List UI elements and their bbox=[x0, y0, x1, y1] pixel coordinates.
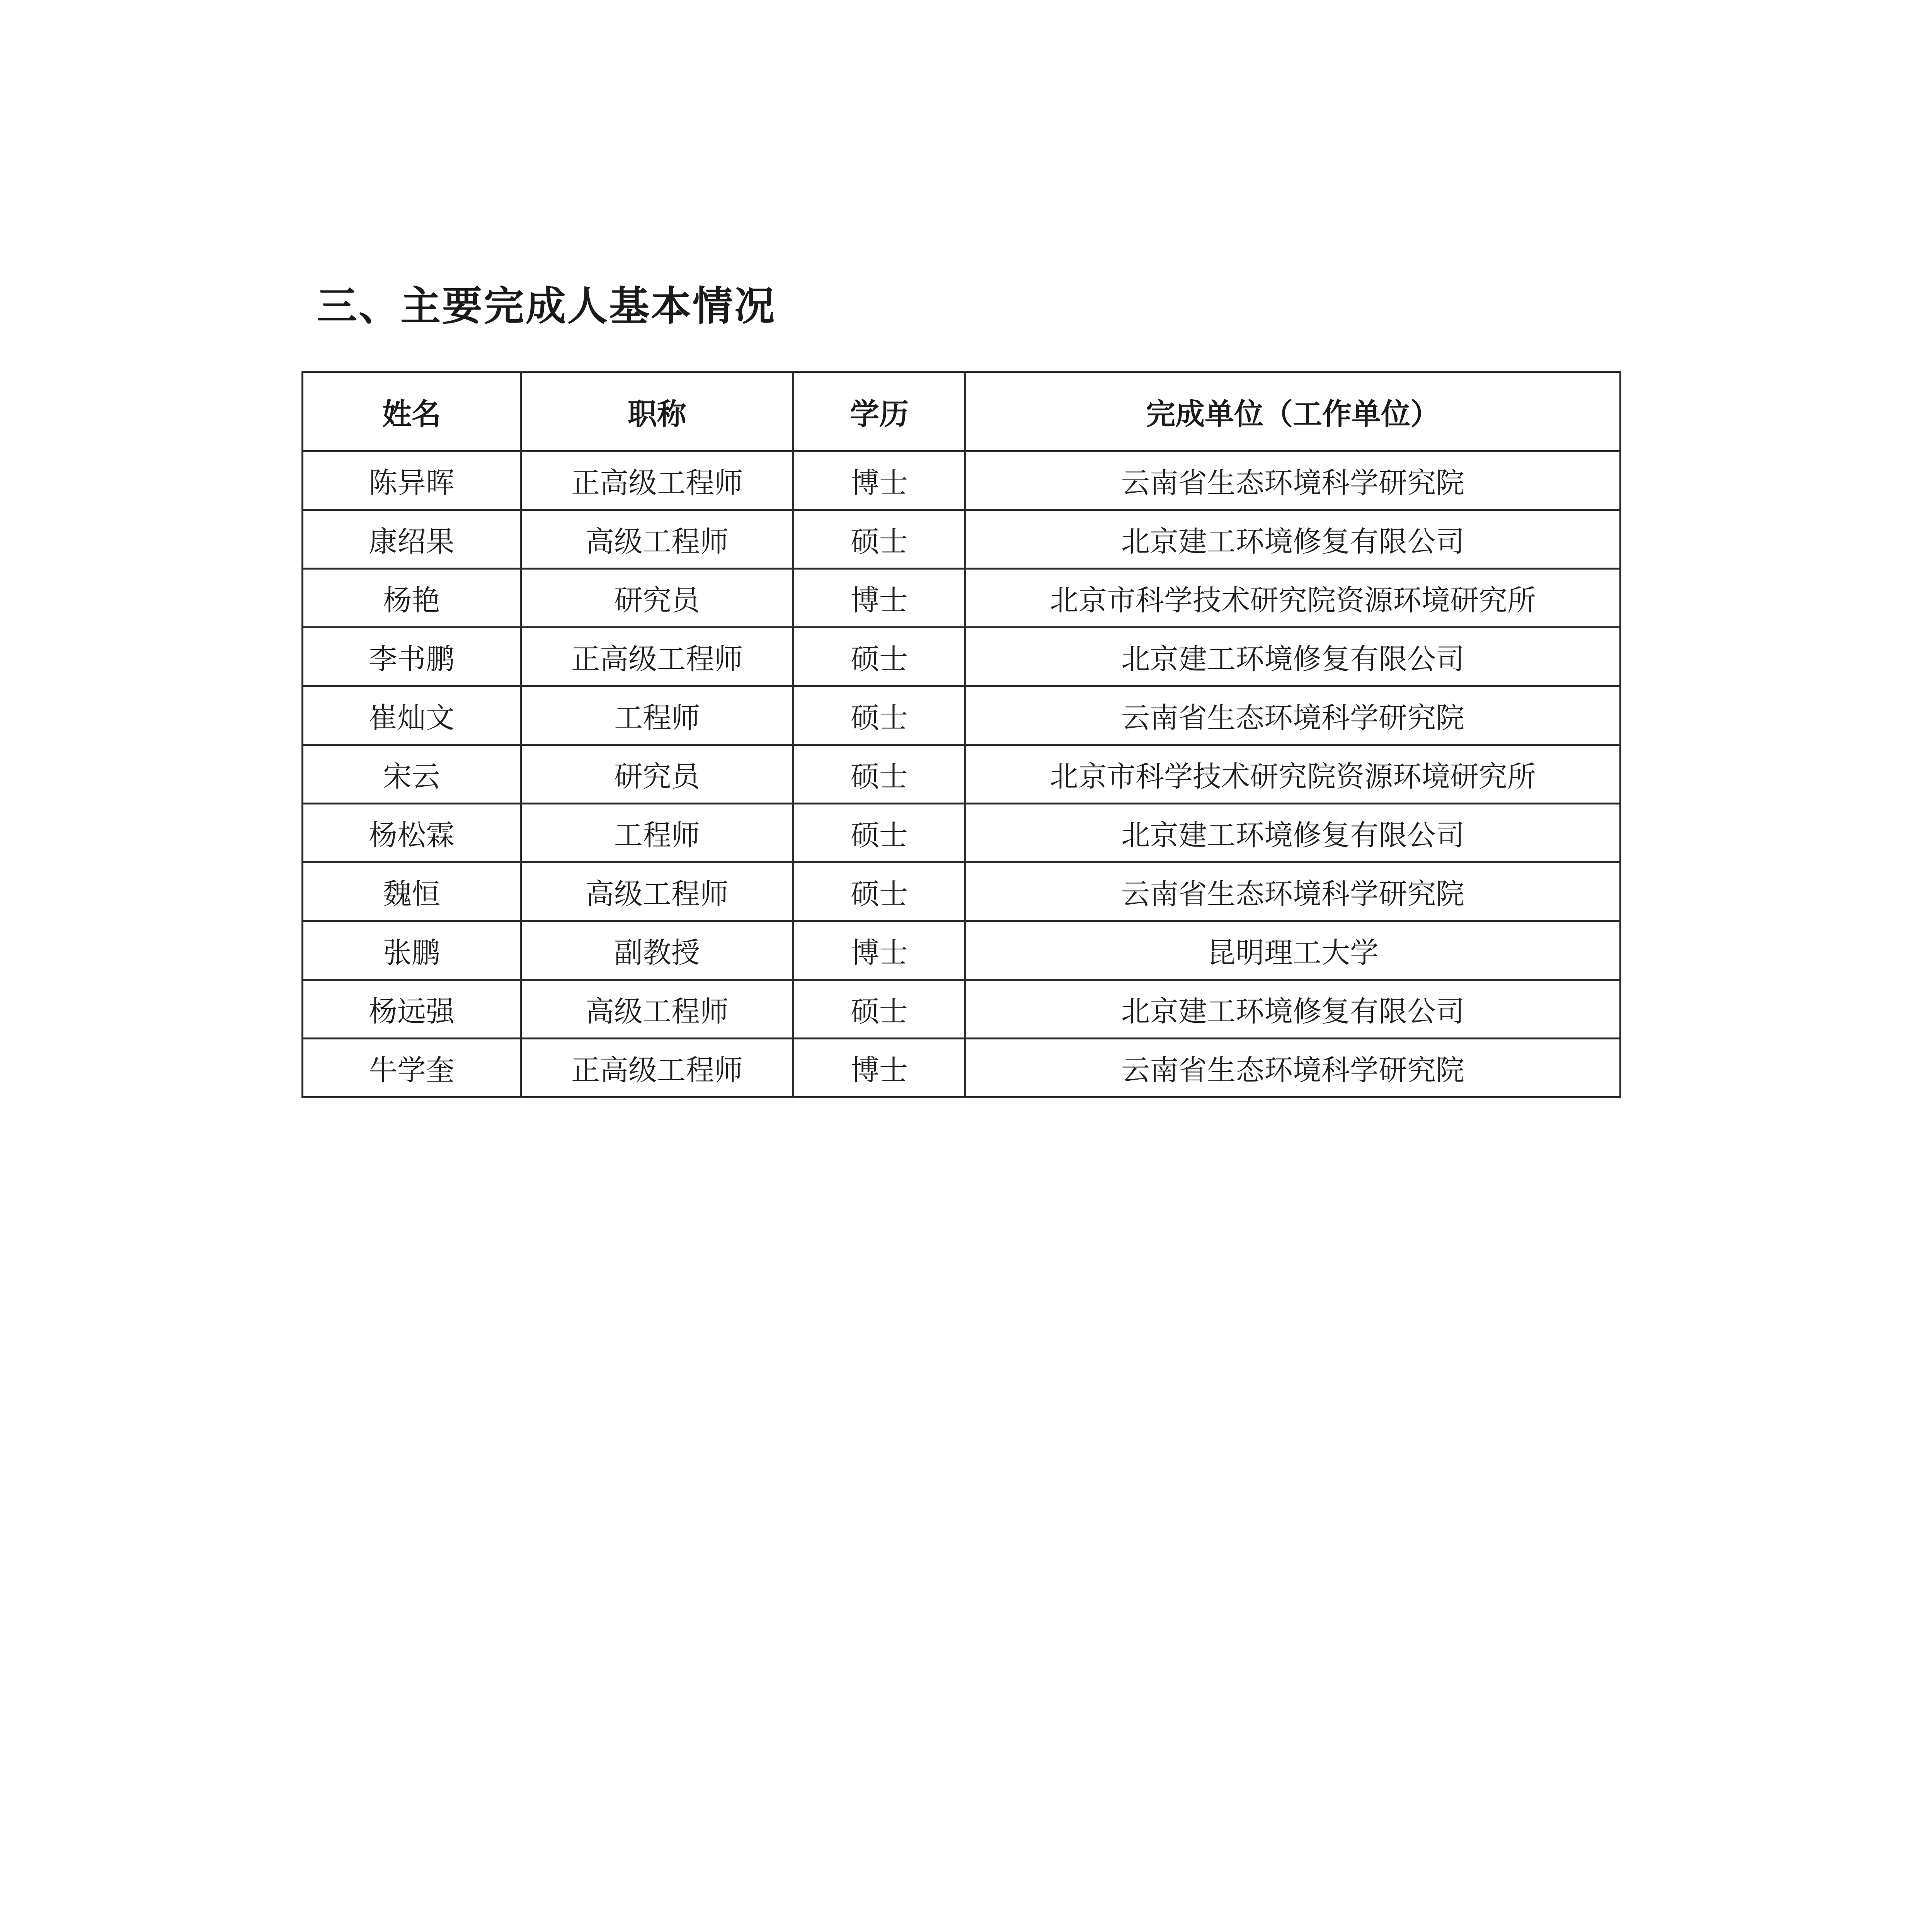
cell-unit: 云南省生态环境科学研究院 bbox=[965, 686, 1621, 745]
table-row bbox=[303, 510, 1621, 569]
cell-degree: 硕士 bbox=[793, 862, 965, 921]
table-row bbox=[303, 862, 1621, 921]
cell-degree: 博士 bbox=[793, 921, 965, 980]
table-row bbox=[303, 686, 1621, 745]
cell-name: 魏恒 bbox=[303, 862, 521, 921]
cell-unit: 北京市科学技术研究院资源环境研究所 bbox=[965, 569, 1621, 628]
cell-name: 牛学奎 bbox=[303, 1039, 521, 1097]
cell-title: 研究员 bbox=[521, 569, 793, 628]
cell-name: 康绍果 bbox=[303, 510, 521, 569]
table-row bbox=[303, 1039, 1621, 1097]
cell-title: 高级工程师 bbox=[521, 862, 793, 921]
cell-title: 工程师 bbox=[521, 686, 793, 745]
cell-degree: 博士 bbox=[793, 569, 965, 628]
cell-unit: 北京建工环境修复有限公司 bbox=[965, 628, 1621, 686]
header-name: 姓名 bbox=[303, 372, 521, 451]
cell-degree: 硕士 bbox=[793, 745, 965, 804]
cell-unit: 云南省生态环境科学研究院 bbox=[965, 451, 1621, 510]
cell-unit: 云南省生态环境科学研究院 bbox=[965, 1039, 1621, 1097]
table-row bbox=[303, 451, 1621, 510]
table-row bbox=[303, 628, 1621, 686]
cell-unit: 北京市科学技术研究院资源环境研究所 bbox=[965, 745, 1621, 804]
cell-title: 高级工程师 bbox=[521, 510, 793, 569]
cell-degree: 博士 bbox=[793, 451, 965, 510]
cell-degree: 硕士 bbox=[793, 804, 965, 862]
cell-title: 正高级工程师 bbox=[521, 628, 793, 686]
cell-title: 正高级工程师 bbox=[521, 451, 793, 510]
cell-title: 研究员 bbox=[521, 745, 793, 804]
cell-name: 李书鹏 bbox=[303, 628, 521, 686]
cell-degree: 硕士 bbox=[793, 628, 965, 686]
cell-title: 副教授 bbox=[521, 921, 793, 980]
cell-unit: 北京建工环境修复有限公司 bbox=[965, 980, 1621, 1039]
table-header-row bbox=[303, 372, 1621, 451]
cell-name: 杨艳 bbox=[303, 569, 521, 628]
cell-name: 张鹏 bbox=[303, 921, 521, 980]
table-row bbox=[303, 804, 1621, 862]
header-unit: 完成单位（工作单位） bbox=[965, 372, 1621, 451]
cell-title: 高级工程师 bbox=[521, 980, 793, 1039]
cell-name: 杨松霖 bbox=[303, 804, 521, 862]
cell-degree: 硕士 bbox=[793, 980, 965, 1039]
table-row bbox=[303, 745, 1621, 804]
header-degree: 学历 bbox=[793, 372, 965, 451]
personnel-table bbox=[301, 371, 1621, 1098]
cell-unit: 昆明理工大学 bbox=[965, 921, 1621, 980]
cell-degree: 博士 bbox=[793, 1039, 965, 1097]
cell-name: 宋云 bbox=[303, 745, 521, 804]
cell-degree: 硕士 bbox=[793, 510, 965, 569]
table-row bbox=[303, 921, 1621, 980]
cell-title: 工程师 bbox=[521, 804, 793, 862]
cell-title: 正高级工程师 bbox=[521, 1039, 793, 1097]
table-row bbox=[303, 980, 1621, 1039]
cell-unit: 北京建工环境修复有限公司 bbox=[965, 804, 1621, 862]
cell-unit: 云南省生态环境科学研究院 bbox=[965, 862, 1621, 921]
cell-name: 杨远强 bbox=[303, 980, 521, 1039]
cell-name: 崔灿文 bbox=[303, 686, 521, 745]
cell-degree: 硕士 bbox=[793, 686, 965, 745]
section-title: 三、主要完成人基本情况 bbox=[317, 282, 776, 330]
table-row bbox=[303, 569, 1621, 628]
cell-name: 陈异晖 bbox=[303, 451, 521, 510]
header-title: 职称 bbox=[521, 372, 793, 451]
cell-unit: 北京建工环境修复有限公司 bbox=[965, 510, 1621, 569]
